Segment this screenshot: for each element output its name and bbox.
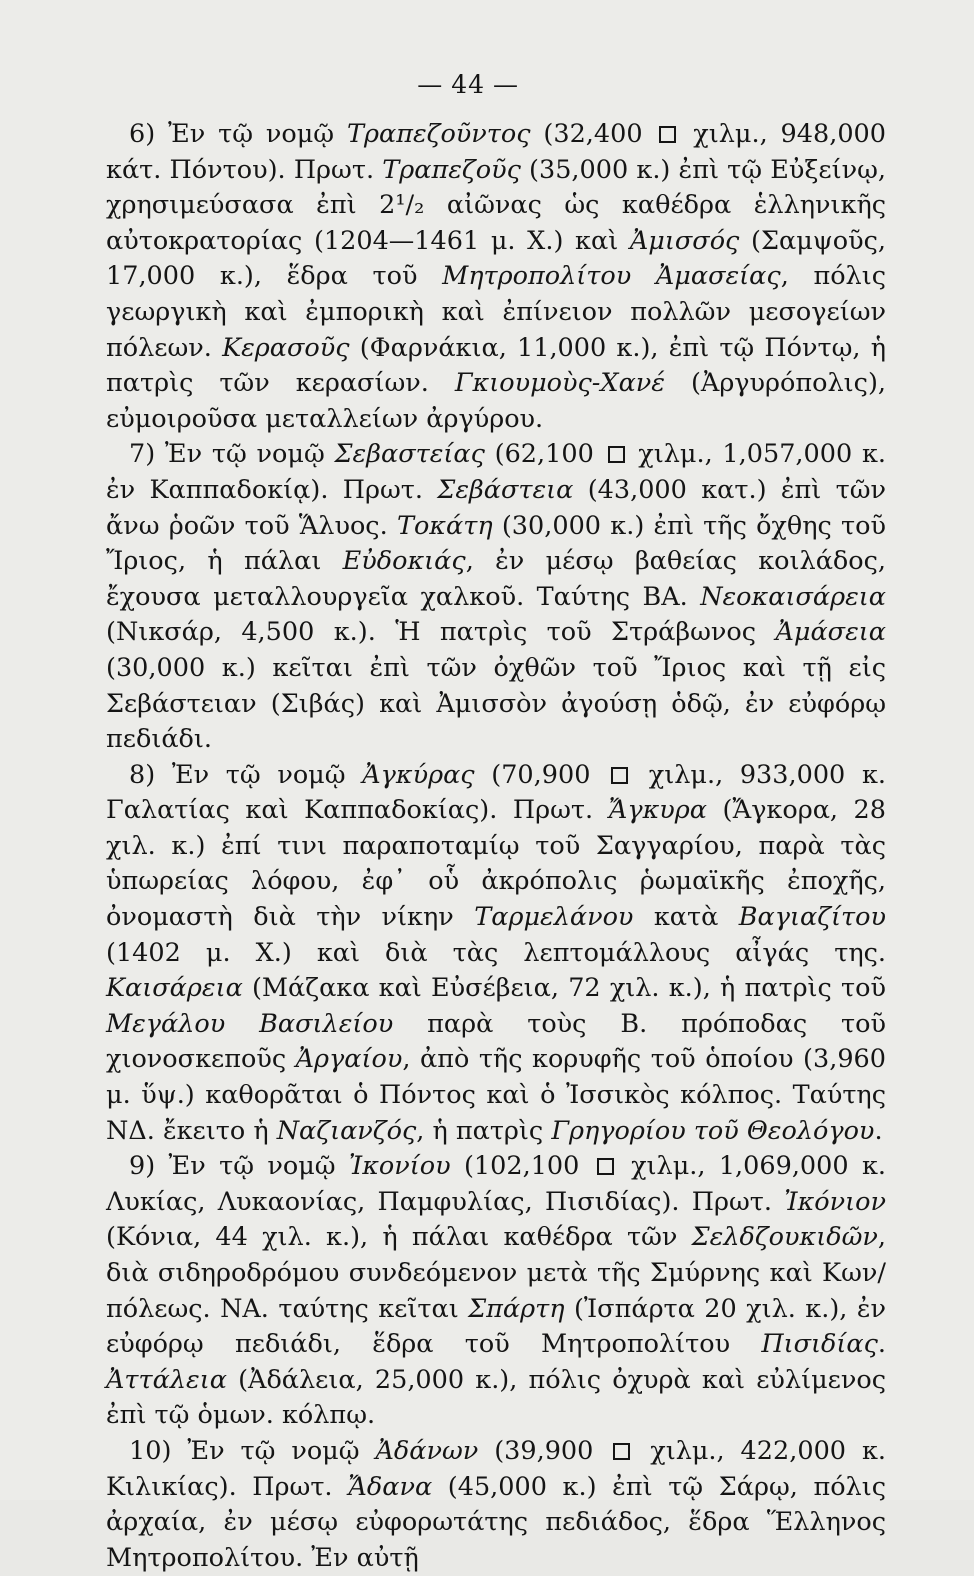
italic-term: Ἀττάλεια xyxy=(106,1364,227,1395)
page-number-dash-right: — xyxy=(493,70,519,99)
paragraph-p8 xyxy=(106,758,886,1150)
text-run: (35,000 κ.) ἐπὶ τῷ Εὐξείνῳ, χρησιμεύσασα ἐπὶ 2¹/₂ αἰῶνας ὡς καθέδρα ἑλληνικῆς αὐτοκρατορίας (1204—1461 μ. Χ.) καὶ xyxy=(106,154,886,256)
text-run: (Κόνια, 44 χιλ. κ.), ἡ πάλαι καθέδρα τῶν xyxy=(106,1222,692,1253)
text-run: (Ἰσπάρτα 20 χιλ. κ.), ἐν εὐφόρῳ πεδιάδι, ἕδρα τοῦ Μητροπολίτου xyxy=(106,1293,887,1360)
page-number-header xyxy=(0,70,974,99)
text-run: (Ἀδάλεια, 25,000 κ.), πόλις ὀχυρὰ καὶ εὐλίμενος ἐπὶ τῷ ὁμων. κόλπῳ. xyxy=(106,1364,886,1431)
text-run: 8) Ἐν τῷ νομῷ xyxy=(129,759,363,790)
italic-term: Βαγιαζίτου xyxy=(738,902,886,933)
text-run: (Σαμψοῦς, 17,000 κ.), ἕδρα τοῦ xyxy=(106,225,886,292)
text-run: χιλμ., 1,069,000 κ. Λυκίας, Λυκαονίας, Παμφυλίας, Πισιδίας). Πρωτ. xyxy=(106,1151,886,1217)
text-run: 7) Ἐν τῷ νομῷ xyxy=(129,439,335,470)
paragraph-p9 xyxy=(106,1149,886,1434)
square-box-icon xyxy=(597,1158,614,1175)
square-box-icon xyxy=(613,1443,630,1460)
text-run: (39,900 xyxy=(478,1435,610,1466)
text-run: (32,400 xyxy=(530,119,656,149)
italic-term: Ἀδάνων xyxy=(375,1435,479,1466)
text-run: 6) Ἐν τῷ νομῷ xyxy=(129,119,347,149)
text-run: (70,900 xyxy=(474,759,608,790)
italic-term: Ταρμελάνου xyxy=(474,902,634,933)
italic-term: Ἄδανα xyxy=(348,1471,433,1502)
text-run: κατὰ xyxy=(633,902,739,933)
italic-term: Τραπεζοῦς xyxy=(382,154,521,185)
text-run: χιλμ., 422,000 κ. Κιλικίας). Πρωτ. xyxy=(106,1435,886,1502)
italic-term: Γρηγορίου τοῦ Θεολόγου xyxy=(551,1115,875,1146)
text-run: (Νικσάρ, 4,500 κ.). Ἡ πατρὶς τοῦ Στράβωνος xyxy=(106,617,776,648)
italic-term: Ἰκονίου xyxy=(348,1151,451,1182)
text-run: (30,000 κ.) ἐπὶ τῆς ὄχθης τοῦ Ἴριος, ἡ πάλαι xyxy=(106,510,886,577)
text-run: (1402 μ. Χ.) καὶ διὰ τὰς λεπτομάλλους αἶγάς της. xyxy=(106,937,886,968)
text-run: (30,000 κ.) κεῖται ἐπὶ τῶν ὀχθῶν τοῦ Ἴριος καὶ τῇ εἰς Σεβάστειαν (Σιβάς) καὶ Ἀμισσὸν ἀγούσῃ ὁδῷ, ἐν εὐφόρῳ πεδιάδι. xyxy=(106,652,886,755)
italic-term: Τραπεζοῦντος xyxy=(346,119,531,149)
italic-term: Νεοκαισάρεια xyxy=(700,581,886,612)
italic-term: Σεβαστείας xyxy=(334,439,485,470)
text-run: χιλμ., 948,000 κάτ. Πόντου). Πρωτ. xyxy=(106,119,887,185)
italic-term: Μεγάλου Βασιλείου xyxy=(106,1008,394,1039)
text-run: , πόλις γεωργικὴ καὶ ἐμπορικὴ καὶ ἐπίνειον πολλῶν μεσογείων πόλεων. xyxy=(106,261,886,363)
text-run: χιλμ., 933,000 κ. Γαλατίας καὶ Καππαδοκίας). Πρωτ. xyxy=(106,759,886,826)
italic-term: Σεβάστεια xyxy=(437,474,574,505)
italic-term: Μητροπολίτου Ἀμασείας xyxy=(442,261,781,292)
italic-term: Γκιουμοὺς-Χανέ xyxy=(454,368,665,399)
square-box-icon xyxy=(611,767,628,784)
italic-term: Ἀγκύρας xyxy=(362,759,475,790)
text-run: (102,100 xyxy=(450,1151,593,1182)
text-run: χιλμ., 1,057,000 κ. ἐν Καππαδοκίᾳ). Πρωτ. xyxy=(106,439,886,505)
italic-term: Πισιδίας xyxy=(761,1329,878,1360)
body-text xyxy=(106,117,886,1576)
text-run: (Μάζακα καὶ Εὐσέβεια, 72 χιλ. κ.), ἡ πατρὶς τοῦ xyxy=(242,973,886,1004)
italic-term: Κερασοῦς xyxy=(222,332,350,363)
square-box-icon xyxy=(608,446,625,463)
paragraph-p10 xyxy=(106,1434,886,1576)
text-run: 10) Ἐν τῷ νομῷ xyxy=(129,1435,376,1466)
italic-term: Καισάρεια xyxy=(106,973,243,1004)
italic-term: Ἀμάσεια xyxy=(775,617,886,648)
text-run: . xyxy=(874,1115,883,1146)
italic-term: Ἄγκυρα xyxy=(608,795,707,826)
text-run: , ἡ πατρὶς xyxy=(416,1115,552,1146)
text-run: (43,000 κατ.) ἐπὶ τῶν ἄνω ῥοῶν τοῦ Ἅλυος. xyxy=(106,474,886,541)
italic-term: Ἀμισσός xyxy=(629,225,740,256)
text-run: . xyxy=(877,1329,886,1360)
text-run: , διὰ σιδηροδρόμου συνδεόμενον μετὰ τῆς Σμύρνης καὶ Κων/πόλεως. ΝΑ. ταύτης κεῖται xyxy=(106,1222,886,1324)
paragraph-p6 xyxy=(106,117,886,437)
square-box-icon xyxy=(659,126,676,143)
italic-term: Σπάρτη xyxy=(468,1293,565,1324)
italic-term: Εὐδοκιάς xyxy=(342,546,466,577)
text-run: (Φαρνάκια, 11,000 κ.), ἐπὶ τῷ Πόντῳ, ἡ πατρὶς τῶν κερασίων. xyxy=(106,332,886,399)
text-run: 9) Ἐν τῷ νομῷ xyxy=(129,1151,349,1182)
text-run: , ἐν μέσῳ βαθείας κοιλάδος, ἔχουσα μεταλλουργεῖα χαλκοῦ. Ταύτης ΒΑ. xyxy=(106,546,887,612)
page-number: 44 xyxy=(451,70,485,99)
text-run: παρὰ τοὺς Β. πρόποδας τοῦ χιονοσκεποῦς xyxy=(106,1008,887,1075)
text-run: (Ἀργυρόπολις), εὐμοιροῦσα μεταλλείων ἀργύρου. xyxy=(106,368,886,434)
italic-term: Τοκάτη xyxy=(396,510,493,541)
text-run: (45,000 κ.) ἐπὶ τῷ Σάρῳ, πόλις ἀρχαία, ἐν μέσῳ εὐφορωτάτης πεδιάδος, ἕδρα Ἕλληνος Μητροπολίτου. Ἐν αὐτῇ xyxy=(106,1471,886,1573)
text-run: , ἀπὸ τῆς κορυφῆς τοῦ ὁποίου (3,960 μ. ὕψ.) καθορᾶται ὁ Πόντος καὶ ὁ Ἰσσικὸς κόλπος. Ταύτης ΝΔ. ἔκειτο ἡ xyxy=(106,1044,886,1146)
text-run: (Ἄγκορα, 28 χιλ. κ.) ἐπί τινι παραποταμίῳ τοῦ Σαγγαρίου, παρὰ τὰς ὑπωρείας λόφου, ἐφ᾽ οὗ ἀκρόπολις ῥωμαϊκῆς ἐποχῆς, ὀνομαστὴ διὰ τὴν νίκην xyxy=(106,795,887,933)
page-number-dash-left: — xyxy=(417,70,444,99)
italic-term: Σελδζουκιδῶν xyxy=(691,1222,878,1253)
italic-term: Ναζιανζός xyxy=(276,1115,417,1146)
text-run: (62,100 xyxy=(484,439,604,470)
paragraph-p7 xyxy=(106,437,886,757)
italic-term: Ἰκόνιον xyxy=(784,1186,886,1217)
italic-term: Ἀργαίου xyxy=(295,1044,403,1075)
